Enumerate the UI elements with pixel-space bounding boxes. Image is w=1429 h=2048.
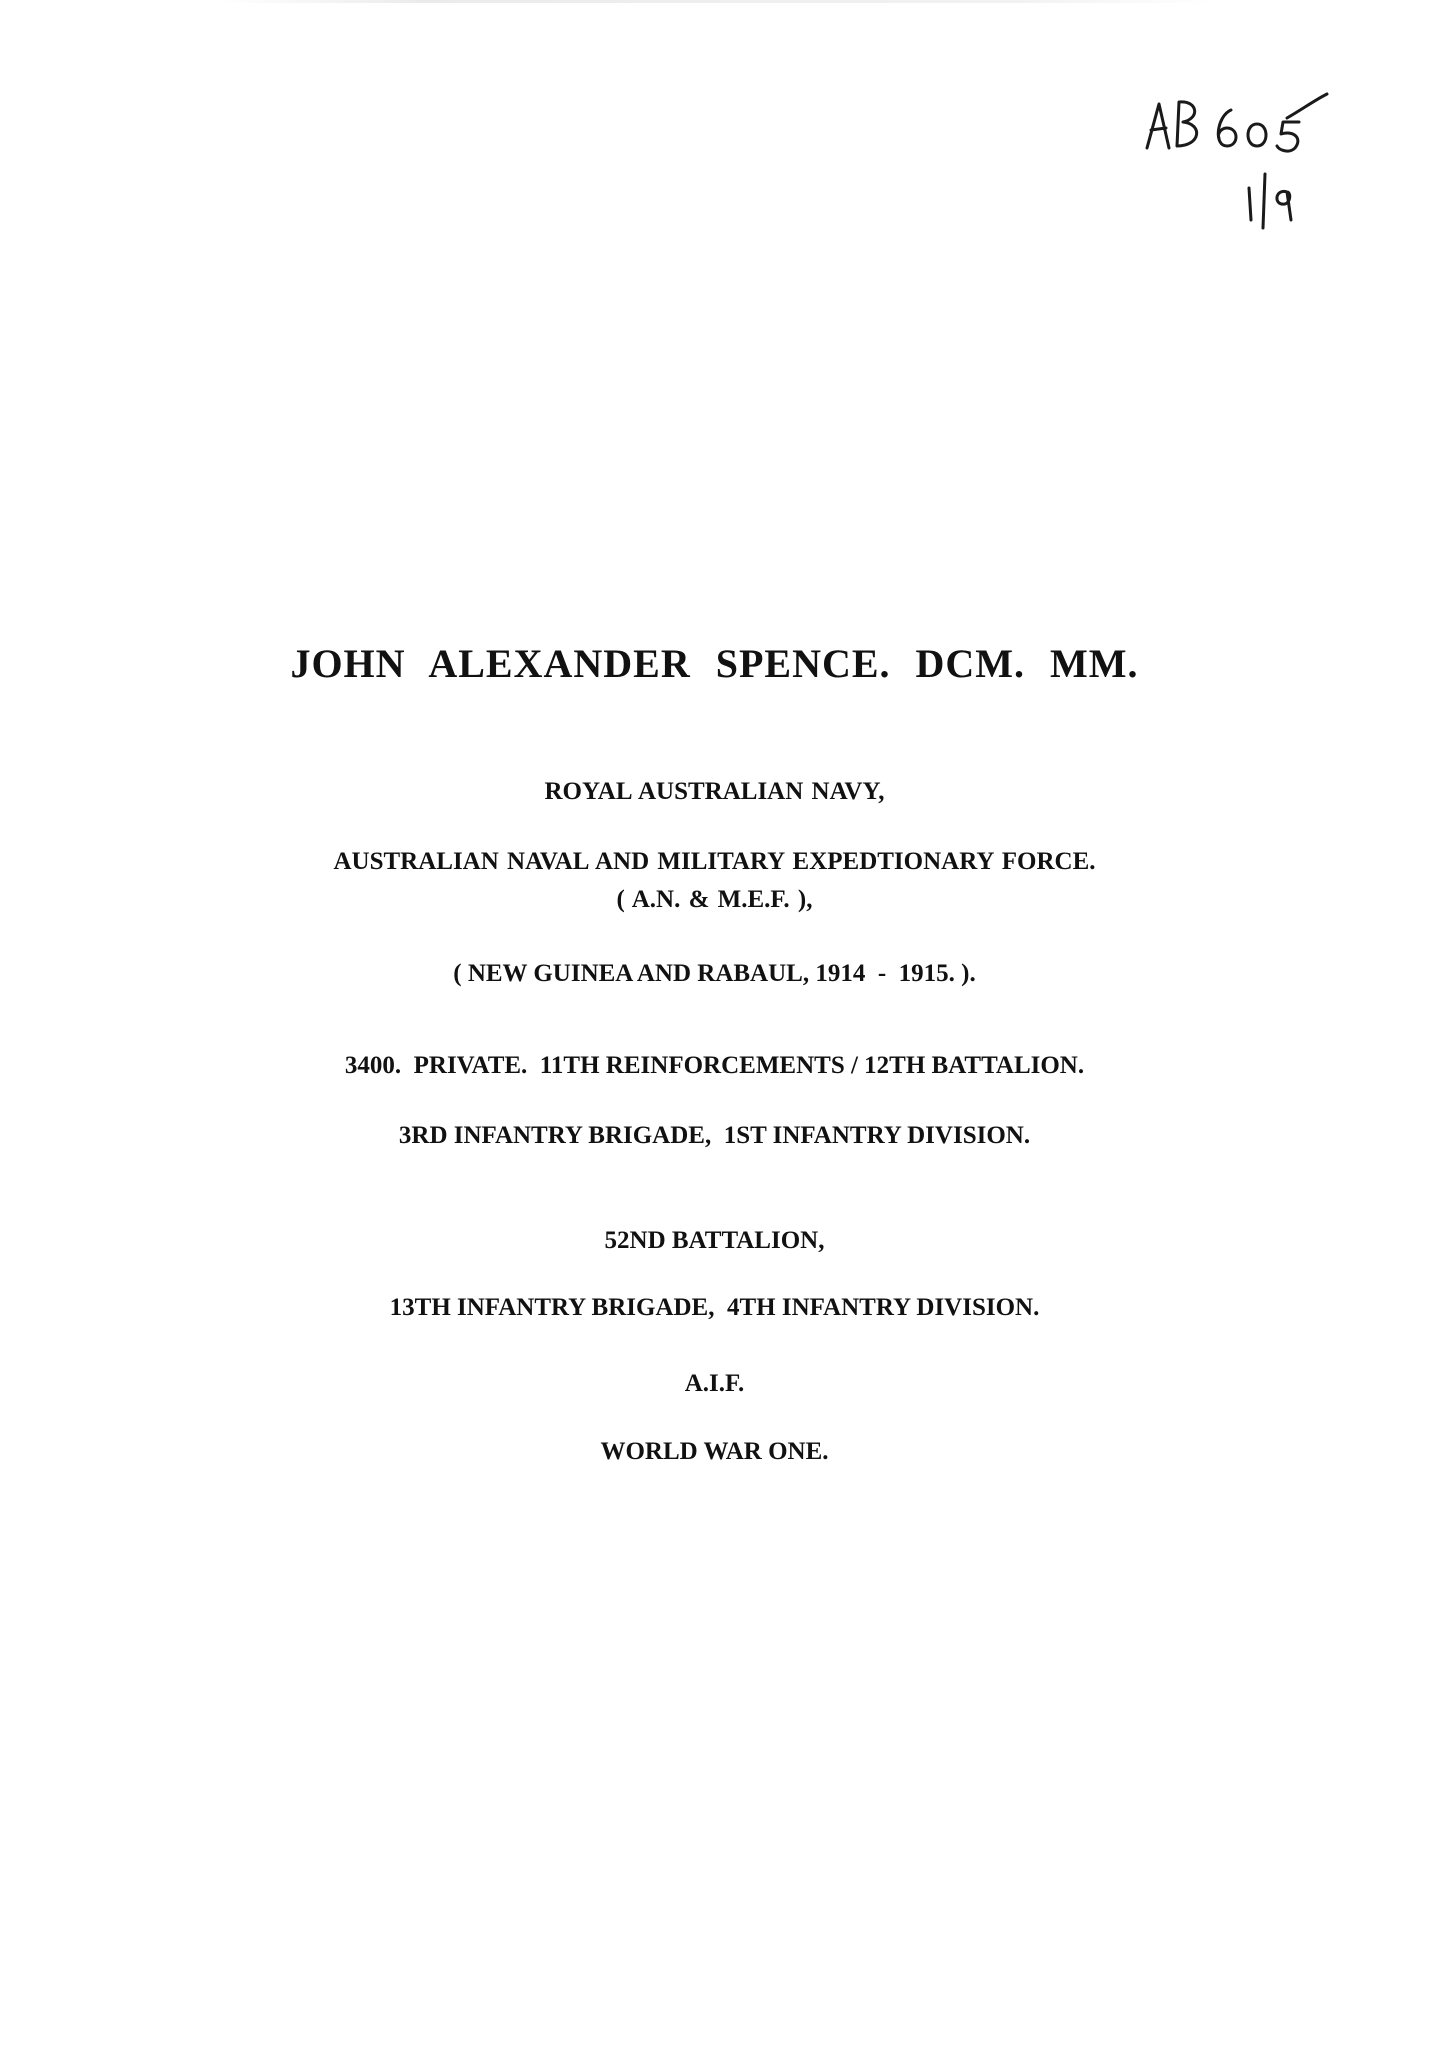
handwritten-reference-annotation: [1139, 88, 1339, 238]
service-line-private: 3400. PRIVATE. 11TH REINFORCEMENTS / 12TH BATTALION.: [344, 1052, 1085, 1079]
document-title: JOHN ALEXANDER SPENCE. DCM. MM.: [290, 641, 1139, 686]
service-line-13th-brigade: 13TH INFANTRY BRIGADE, 4TH INFANTRY DIVISION.: [389, 1294, 1040, 1321]
service-line-anmef: AUSTRALIAN NAVAL AND MILITARY EXPEDTIONARY FORCE.: [333, 848, 1096, 875]
service-line-navy: ROYAL AUSTRALIAN NAVY,: [544, 778, 885, 805]
service-line-3rd-brigade: 3RD INFANTRY BRIGADE, 1ST INFANTRY DIVISION.: [398, 1122, 1031, 1149]
service-line-anmef-abbrev: ( A.N. & M.E.F. ),: [616, 886, 813, 913]
service-line-52nd-battalion: 52ND BATTALION,: [604, 1227, 825, 1254]
service-line-aif: A.I.F.: [684, 1370, 745, 1397]
scan-edge-shadow: [220, 0, 1220, 3]
service-line-new-guinea: ( NEW GUINEA AND RABAUL, 1914 - 1915. ).: [453, 960, 976, 987]
service-line-world-war-one: WORLD WAR ONE.: [600, 1438, 829, 1465]
